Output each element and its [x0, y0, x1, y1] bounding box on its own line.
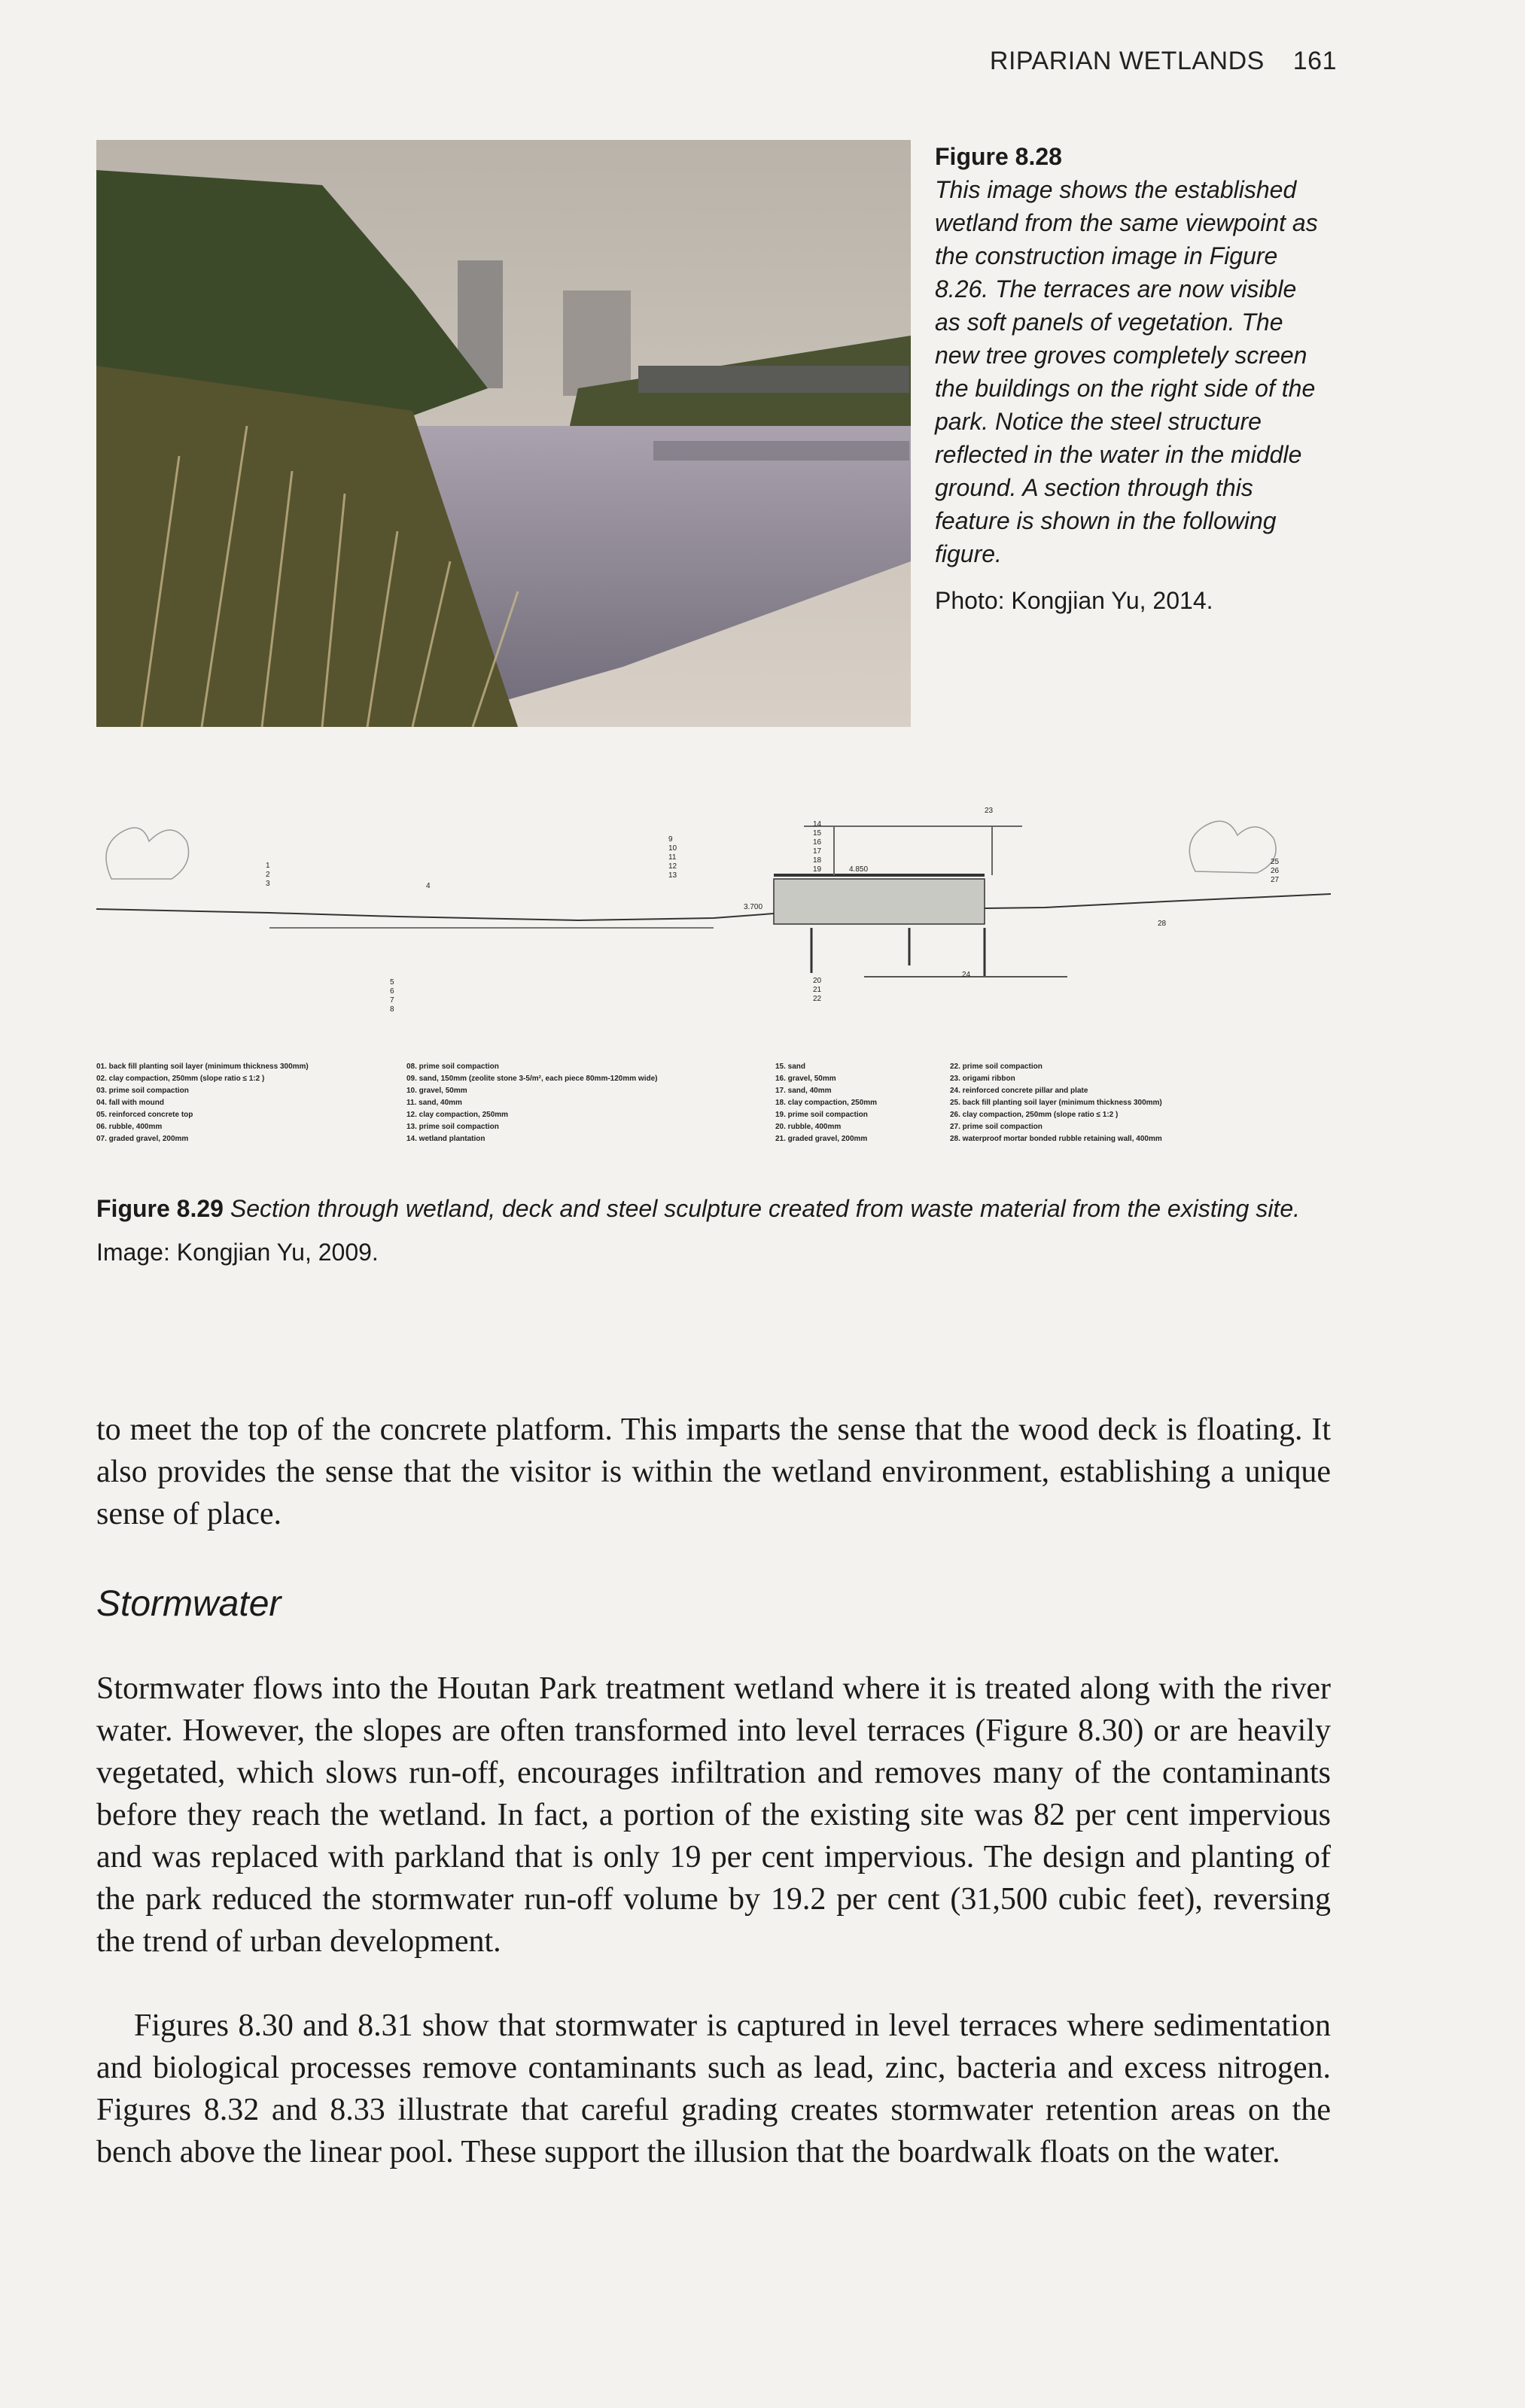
callout-6: 6: [390, 987, 394, 996]
running-title: RIPARIAN WETLANDS: [989, 47, 1265, 75]
legend-item: 26. clay compaction, 250mm (slope ratio ≤ 1:2 ): [950, 1111, 1119, 1119]
legend-item: 12. clay compaction, 250mm: [406, 1111, 509, 1119]
callout-12: 12: [668, 862, 677, 871]
legend-item: 04. fall with mound: [96, 1099, 165, 1107]
legend-item: 08. prime soil compaction: [406, 1063, 499, 1071]
legend-item: 05. reinforced concrete top: [96, 1111, 193, 1119]
callout-2: 2: [266, 871, 270, 879]
steel-structure: [638, 366, 909, 393]
legend-item: 18. clay compaction, 250mm: [775, 1099, 878, 1107]
legend-item: 07. graded gravel, 200mm: [96, 1135, 189, 1143]
legend-item: 14. wetland plantation: [406, 1135, 486, 1143]
figure-label: Figure 8.28: [935, 143, 1062, 170]
legend-item: 28. waterproof mortar bonded rubble retaining wall, 400mm: [950, 1135, 1162, 1143]
legend-item: 23. origami ribbon: [950, 1075, 1015, 1083]
elevation-label: 4.850: [849, 865, 869, 874]
running-header: [990, 47, 1337, 76]
legend-item: 22. prime soil compaction: [950, 1063, 1043, 1071]
tree-right: [1189, 821, 1276, 873]
callout-18: 18: [813, 856, 822, 865]
legend-column-1: [96, 1061, 309, 1145]
legend-item: 27. prime soil compaction: [950, 1123, 1043, 1131]
concrete-platform: [774, 879, 985, 924]
callout-24: 24: [962, 971, 971, 979]
legend-item: 10. gravel, 50mm: [406, 1087, 467, 1095]
callout-25: 25: [1271, 858, 1280, 866]
elevation-label: 3.700: [744, 903, 763, 911]
legend-item: 25. back fill planting soil layer (minimum thickness 300mm): [950, 1099, 1162, 1107]
callout-17: 17: [813, 847, 822, 856]
callout-3: 3: [266, 880, 270, 888]
figure-caption-text: Section through wetland, deck and steel sculpture created from waste material from the existing site.: [230, 1195, 1300, 1222]
section-heading: Stormwater: [96, 1584, 282, 1624]
body-paragraph: Stormwater flows into the Houtan Park treatment wetland where it is treated along with the river water. However, the slopes are often transformed into level terraces (Figure 8.30) or are heavily vegetated, which slows run-off, encourages infiltration and removes many of the contaminants before they reach the wetland. In fact, a portion of the existing site was 82 per cent impervious and was replaced with parkland that is only 19 per cent impervious. The design and planting of the park reduced the stormwater run-off volume by 19.2 per cent (31,500 cubic feet), reversing the trend of urban development.: [96, 1671, 1331, 1959]
figure-8-28-caption: [935, 140, 1326, 617]
legend-item: 13. prime soil compaction: [406, 1123, 499, 1131]
legend-column-3: [775, 1061, 877, 1145]
callout-20: 20: [813, 977, 822, 985]
legend-item: 20. rubble, 400mm: [775, 1123, 842, 1131]
page-number: 161: [1292, 47, 1337, 75]
figure-8-29-caption: [96, 1192, 1331, 1269]
callout-26: 26: [1271, 867, 1280, 875]
callout-7: 7: [390, 996, 394, 1005]
body-paragraph: to meet the top of the concrete platform. This imparts the sense that the wood deck is floating. It also provides the sense that the visitor is within the wetland environment, establishing a unique sense of place.: [96, 1412, 1331, 1531]
legend-item: 06. rubble, 400mm: [96, 1123, 163, 1131]
figure-label: Figure 8.29: [96, 1195, 224, 1222]
callout-8: 8: [390, 1005, 394, 1014]
callout-19: 19: [813, 865, 822, 874]
wetland-photo: [96, 140, 911, 727]
photo-credit: Photo: Kongjian Yu, 2014.: [935, 587, 1213, 614]
callout-16: 16: [813, 838, 822, 847]
callout-13: 13: [668, 871, 677, 880]
callout-28: 28: [1158, 920, 1167, 928]
wetland-photo-illustration: [96, 140, 911, 727]
legend-item: 09. sand, 150mm (zeolite stone 3-5/m², each piece 80mm-120mm wide): [406, 1075, 658, 1083]
legend-item: 15. sand: [775, 1063, 806, 1071]
legend-item: 01. back fill planting soil layer (minimum thickness 300mm): [96, 1063, 309, 1071]
image-credit: Image: Kongjian Yu, 2009.: [96, 1239, 379, 1266]
callout-23: 23: [985, 807, 994, 815]
legend-column-2: [406, 1061, 657, 1145]
figure-caption-text: This image shows the established wetland from the same viewpoint as the construction image in Figure 8.26. The terraces are now visible as soft panels of vegetation. The new tree groves completely screen the buildings on the right side of the park. Notice the steel structure reflected in the water in the middle ground. A section through this feature is shown in the following figure.: [935, 176, 1318, 567]
body-paragraph: Figures 8.30 and 8.31 show that stormwater is captured in level terraces where sedimentation and biological processes remove contaminants such as lead, zinc, bacteria and excess nitrogen. Figures 8.32 and 8.33 illustrate that careful grading creates stormwater retention areas on the bench above the linear pool. These support the illusion that the boardwalk floats on the water.: [96, 2008, 1331, 2169]
callout-21: 21: [813, 986, 822, 994]
legend-item: 16. gravel, 50mm: [775, 1075, 836, 1083]
legend-item: 17. sand, 40mm: [775, 1087, 832, 1095]
legend-item: 21. graded gravel, 200mm: [775, 1135, 868, 1143]
callout-1: 1: [266, 862, 270, 870]
callout-11: 11: [668, 853, 677, 862]
callout-5: 5: [390, 978, 394, 987]
callout-22: 22: [813, 995, 822, 1003]
wetland-section-drawing: [96, 796, 1331, 1014]
distant-building: [563, 290, 631, 396]
tree-left: [106, 828, 189, 879]
legend-item: 24. reinforced concrete pillar and plate: [950, 1087, 1088, 1095]
callout-15: 15: [813, 829, 822, 838]
ground-line: [96, 894, 1331, 920]
legend-item: 19. prime soil compaction: [775, 1111, 868, 1119]
legend-item: 02. clay compaction, 250mm (slope ratio ≤ 1:2 ): [96, 1075, 265, 1083]
callout-27: 27: [1271, 876, 1280, 884]
callout-4: 4: [426, 882, 431, 890]
structure-reflection: [653, 441, 909, 461]
callout-9: 9: [668, 835, 673, 844]
legend-item: 11. sand, 40mm: [406, 1099, 462, 1107]
legend-column-4: [950, 1061, 1162, 1145]
callout-10: 10: [668, 844, 677, 853]
callout-14: 14: [813, 820, 822, 829]
legend-item: 03. prime soil compaction: [96, 1087, 189, 1095]
concrete-pillars: [811, 928, 985, 977]
